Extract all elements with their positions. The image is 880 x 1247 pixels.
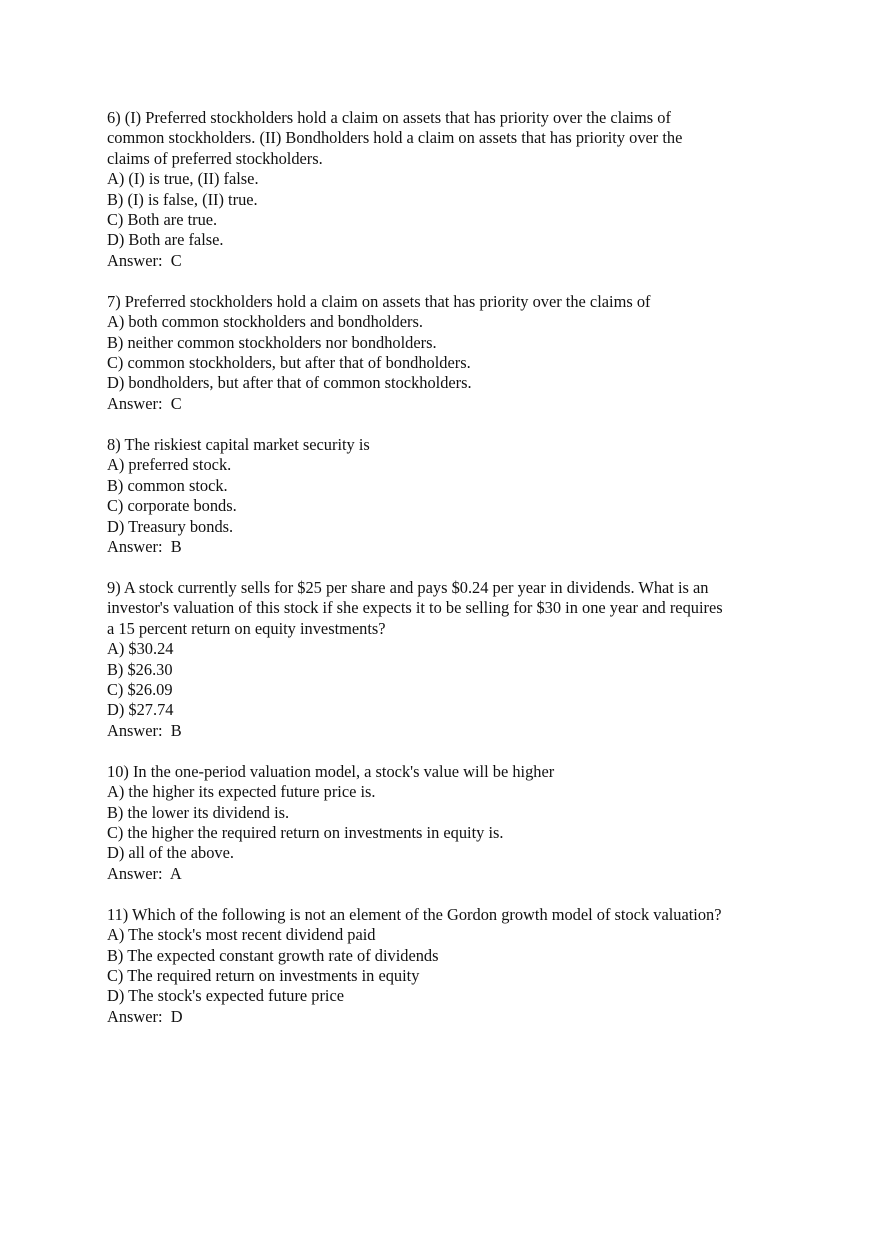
question-stem	[107, 108, 807, 169]
answer-options	[107, 455, 807, 537]
option-d: D) Treasury bonds.	[107, 516, 234, 536]
stem-line: claims of preferred stockholders.	[107, 148, 323, 168]
answer-options	[107, 639, 807, 721]
option-d: D) Both are false.	[107, 230, 224, 250]
option-c: C) corporate bonds.	[107, 496, 237, 516]
option-b: B) common stock.	[107, 475, 228, 495]
question-7	[107, 292, 807, 414]
option-a: A) the higher its expected future price is.	[107, 782, 376, 802]
option-b: B) neither common stockholders nor bondholders.	[107, 332, 437, 352]
answer-options	[107, 925, 807, 1007]
option-d: D) bondholders, but after that of common stockholders.	[107, 373, 472, 393]
answer-key: Answer: B	[107, 536, 182, 556]
question-10	[107, 762, 807, 884]
option-a: A) (I) is true, (II) false.	[107, 169, 259, 189]
stem-line: 11) Which of the following is not an element of the Gordon growth model of stock valuation?	[107, 904, 722, 924]
option-b: B) (I) is false, (II) true.	[107, 189, 258, 209]
answer-key: Answer: A	[107, 863, 182, 883]
option-d: D) all of the above.	[107, 843, 234, 863]
stem-line: common stockholders. (II) Bondholders hold a claim on assets that has priority over the	[107, 128, 683, 148]
stem-line: a 15 percent return on equity investments?	[107, 618, 386, 638]
question-11	[107, 905, 807, 1027]
answer-key: Answer: B	[107, 720, 182, 740]
stem-line: investor's valuation of this stock if she expects it to be selling for $30 in one year and requires	[107, 598, 723, 618]
question-stem	[107, 435, 807, 455]
answer-options	[107, 782, 807, 864]
answer-options	[107, 169, 807, 251]
question-stem	[107, 762, 807, 782]
option-b: B) The expected constant growth rate of dividends	[107, 945, 439, 965]
answer-key: Answer: C	[107, 393, 182, 413]
question-9	[107, 578, 807, 741]
stem-line: 10) In the one-period valuation model, a stock's value will be higher	[107, 761, 555, 781]
option-c: C) Both are true.	[107, 210, 218, 230]
answer-key: Answer: C	[107, 250, 182, 270]
option-c: C) The required return on investments in equity	[107, 966, 420, 985]
question-stem	[107, 905, 807, 925]
question-8	[107, 435, 807, 557]
document-page	[107, 108, 807, 1048]
stem-line: 9) A stock currently sells for $25 per share and pays $0.24 per year in dividends. What is an	[107, 577, 709, 597]
answer-key: Answer: D	[107, 1006, 183, 1026]
option-a: A) both common stockholders and bondholders.	[107, 312, 423, 332]
stem-line: 8) The riskiest capital market security is	[107, 434, 370, 454]
option-d: D) The stock's expected future price	[107, 986, 345, 1006]
option-c: C) the higher the required return on investments in equity is.	[107, 822, 504, 842]
option-c: C) $26.09	[107, 679, 173, 699]
option-b: B) $26.30	[107, 659, 173, 679]
option-c: C) common stockholders, but after that of bondholders.	[107, 353, 471, 373]
answer-options	[107, 312, 807, 394]
stem-line: 7) Preferred stockholders hold a claim on assets that has priority over the claims of	[107, 291, 651, 311]
option-d: D) $27.74	[107, 700, 174, 720]
option-a: A) The stock's most recent dividend paid	[107, 925, 376, 945]
option-b: B) the lower its dividend is.	[107, 802, 290, 822]
question-stem	[107, 578, 807, 639]
option-a: A) preferred stock.	[107, 455, 232, 475]
option-a: A) $30.24	[107, 639, 174, 659]
question-6	[107, 108, 807, 271]
stem-line: 6) (I) Preferred stockholders hold a claim on assets that has priority over the claims of	[107, 108, 671, 127]
question-stem	[107, 292, 807, 312]
